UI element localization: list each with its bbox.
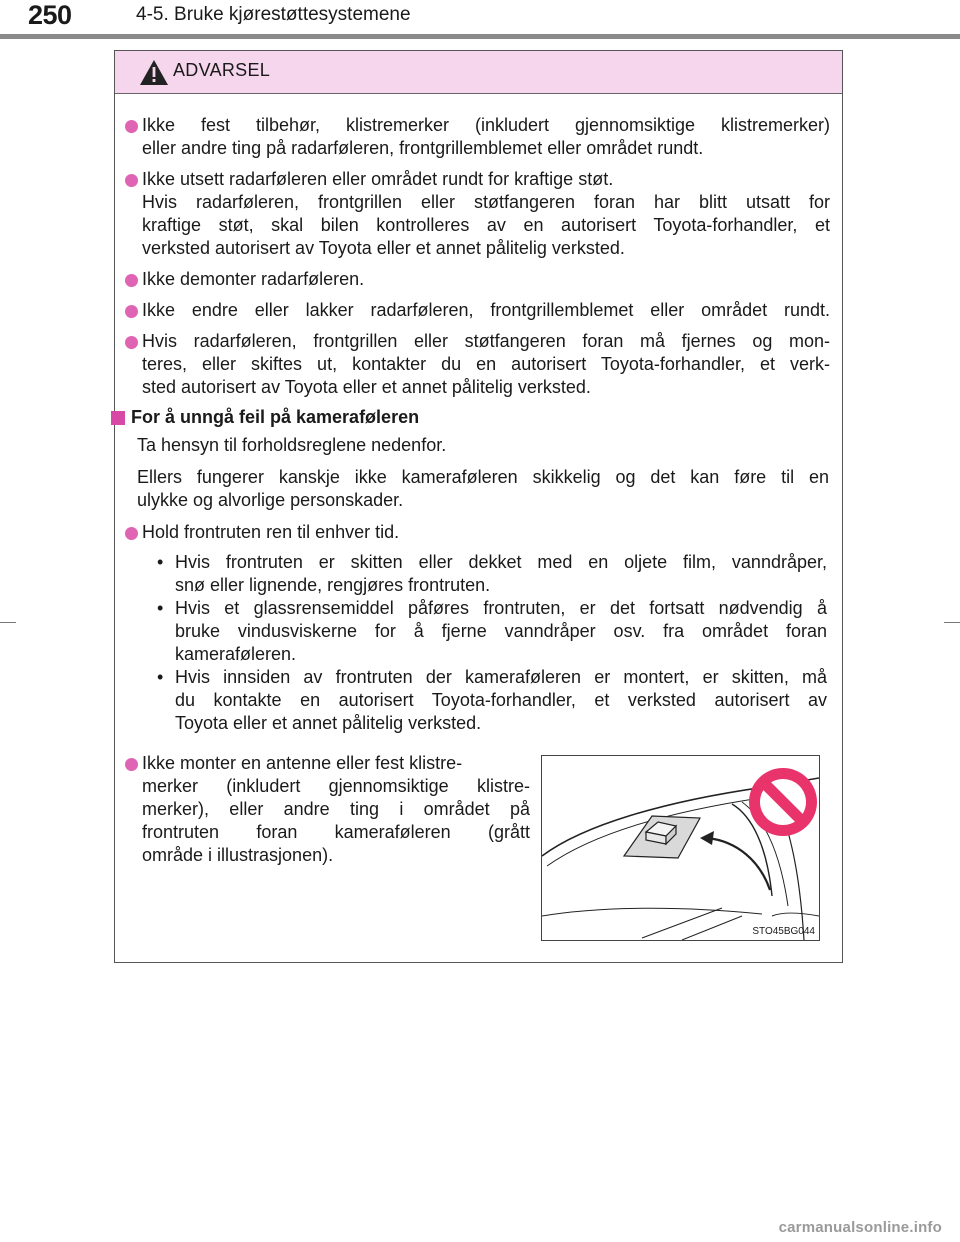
bullet-line: Toyota eller et annet pålitelig verksted. [175,713,482,733]
windshield-drawing [542,756,819,940]
windshield-camera-illustration [541,755,820,941]
item-line: Ikke utsett radarføleren eller området rundt for kraftige støt. [142,169,614,189]
item-line: kraftige støt, skal bilen kontrolleres av en autorisert Toyota-forhandler, et [142,215,830,235]
camera-para-2 [137,466,829,512]
bullet-dot-icon [125,758,138,771]
warning-title: ADVARSEL [173,60,271,80]
sub-bullet-marker: • [157,667,164,687]
header-rule [0,34,960,39]
bullet-dot-icon [125,274,138,287]
warning-item-1 [142,114,830,160]
crop-mark-left [0,622,16,623]
item-line: Ikke demonter radarføleren. [142,269,365,289]
section-square-icon [111,411,125,425]
bullet-line: du kontakte en autorisert Toyota-forhandler, et verksted autorisert av [175,690,827,710]
antenna-line: merker), eller andre ting i området på [142,799,530,819]
para-line: ulykke og alvorlige personskader. [137,490,404,510]
warning-header [115,51,842,94]
item-line: Hvis radarføleren, frontgrillen eller støtfangeren foran har blitt utsatt for [142,192,830,212]
item-line: teres, eller skiftes ut, kontakter du en autorisert Toyota-forhandler, et verk- [142,354,830,374]
page-number: 250 [28,0,72,30]
bullet-dot-icon [125,174,138,187]
illustration-caption: STO45BG044 [752,926,815,937]
footer-watermark: carmanualsonline.info [778,1219,942,1236]
warning-item-4 [142,299,830,322]
antenna-line: område i illustrasjonen). [142,845,334,865]
section-title: 4-5. Bruke kjørestøttesystemene [136,4,411,25]
crop-mark-right [944,622,960,623]
bullet-line: Hvis et glassrensemiddel påføres frontruten, er det fortsatt nødvendig å [175,598,827,618]
sub-bullet-marker: • [157,598,164,618]
camera-section-heading: For å unngå feil på kameraføleren [131,407,420,427]
bullet-dot-icon [125,305,138,318]
camera-para-1: Ta hensyn til forholdsreglene nedenfor. [137,435,447,455]
bullet-dot-icon [125,120,138,133]
item-line: verksted autorisert av Toyota eller et annet pålitelig verksted. [142,238,625,258]
warning-triangle-icon [139,59,169,86]
item-line: Ikke fest tilbehør, klistremerker (inkludert gjennomsiktige klistremerker) [142,115,830,135]
warning-item-3 [142,268,830,291]
bullet-line: snø eller lignende, rengjøres frontruten. [175,575,491,595]
sub-bullet-2 [175,597,827,666]
bullet-line: Hvis frontruten er skitten eller dekket med en oljete film, vanndråper, [175,552,827,572]
antenna-line: frontruten foran kameraføleren (grått [142,822,530,842]
bullet-line: bruke vindusviskerne for å fjerne vanndråper osv. fra området foran [175,621,827,641]
item-line: eller andre ting på radarføleren, frontgrillemblemet eller området rundt. [142,138,704,158]
item-line: sted autorisert av Toyota eller et annet pålitelig verksted. [142,377,591,397]
warning-item-2 [142,168,830,260]
hold-windshield-item: Hold frontruten ren til enhver tid. [142,522,400,542]
bullet-dot-icon [125,527,138,540]
prohibition-icon [749,768,817,836]
item-line: Ikke endre eller lakker radarføleren, frontgrillemblemet eller området rundt. [142,300,830,320]
antenna-item [142,752,530,867]
antenna-line: merker (inkludert gjennomsiktige klistre- [142,776,530,796]
para-line: Ellers fungerer kanskje ikke kameraføleren skikkelig og det kan føre til en [137,467,829,487]
sub-bullet-3 [175,666,827,735]
bullet-line: Hvis innsiden av frontruten der kameraføleren er montert, er skitten, må [175,667,827,687]
antenna-line: Ikke monter en antenne eller fest klistre- [142,753,463,773]
sub-bullet-1 [175,551,827,597]
warning-item-5 [142,330,830,399]
bullet-dot-icon [125,336,138,349]
item-line: Hvis radarføleren, frontgrillen eller støtfangeren foran må fjernes og mon- [142,331,830,351]
sub-bullet-marker: • [157,552,164,572]
bullet-line: kameraføleren. [175,644,297,664]
